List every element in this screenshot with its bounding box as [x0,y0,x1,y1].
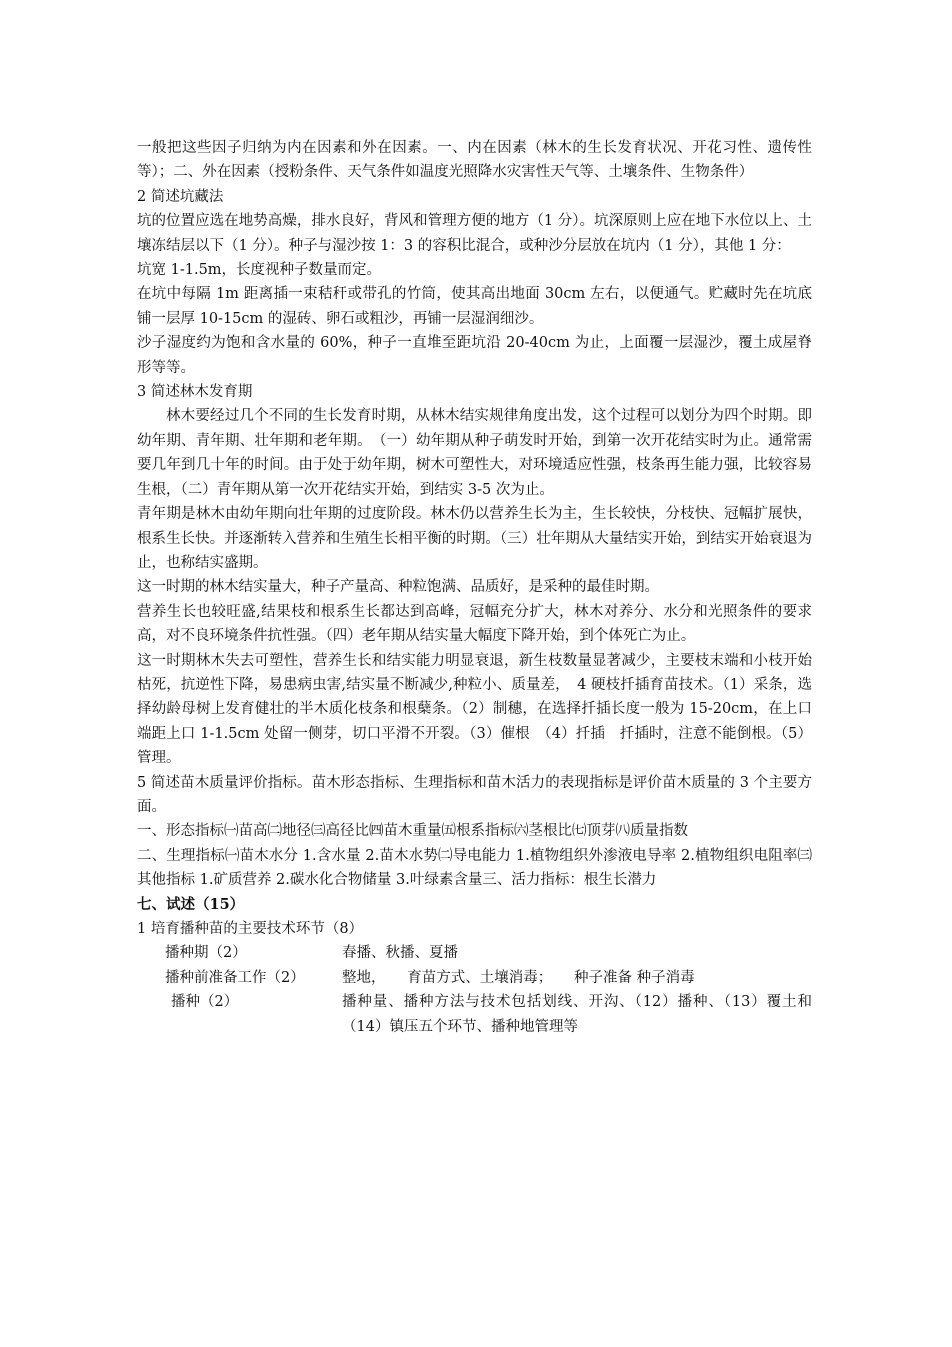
row-label: 播种（2） [171,994,239,1011]
text-paragraph: 二、生理指标㈠苗木水分 1.含水量 2.苗木水势㈡导电能力 1.植物组织外渗液电导率 2.植物组织电阻率㈢其他指标 1.矿质营养 2.碳水化合物储量 3.叶绿素含量三、活力指标：根生长潜力 [137,847,812,889]
text-paragraph: 林木要经过几个不同的生长发育时期，从林木结实规律角度出发，这个过程可以划分为四个时期。即幼年期、青年期、壮年期和老年期。 （一）幼年期从种子萌发时开始，到第一次开花结实时为止。通常需要几年到几十年的时间。由于处于幼年期，树木可塑性大，对环境适应性强，枝条再生能力强，比较容易生根，（二）青年期从第一次开花结实开始，到结实 3-5 次为止。 [137,408,812,498]
row-content: 整地， 育苗方式、土壤消毒； 种子准备 种子消毒 [342,969,695,986]
row-content: 播种量、播种方法与技术包括划线、开沟、（12）播种、（13）覆土和（14）镇压五个环节、播种地管理等 [342,994,812,1035]
text-paragraph: 一般把这些因子归纳为内在因素和外在因素。一、内在因素（林木的生长发育状况、开花习性、遗传性等）；二、外在因素（授粉条件、天气条件如温度光照降水灾害性天气等、土壤条件、生物条件） [137,140,812,181]
section-title: 七、试述（15） [137,895,245,913]
text-paragraph: 坑的位置应选在地势高燥，排水良好，背风和管理方便的地方（1 分）。坑深原则上应在地下水位以上、土壤冻结层以下（1 分）。种子与湿沙按 1：3 的容积比混合，或种沙分层放在坑内（1 分），其他 1 分： [137,213,812,254]
text-paragraph: 在坑中每隔 1m 距离插一束秸秆或带孔的竹筒，使其高出地面 30cm 左右，以便通气。贮藏时先在坑底铺一层厚 10-15cm 的湿砖、卵石或粗沙，再铺一层湿润细沙。 [137,286,812,327]
question-heading: 2 简述坑藏法 [137,188,224,205]
row-label: 播种期（2） [165,945,247,962]
table-row [137,966,812,990]
text-paragraph: 青年期是林木由幼年期向壮年期的过度阶段。林木仍以营养生长为主，生长较快，分枝快、冠幅扩展快，根系生长快。并逐渐转入营养和生殖生长相平衡的时期。（三）壮年期从大量结实开始，到结实开始衰退为止，也称结实盛期。 [137,506,812,571]
text-paragraph: 一、形态指标㈠苗高㈡地径㈢高径比㈣苗木重量㈤根系指标㈥茎根比㈦顶芽㈧质量指数 [137,823,688,840]
document-page [137,136,812,1039]
table-row [137,990,812,1039]
row-label: 播种前准备工作（2） [165,969,305,986]
text-paragraph: 5 简述苗木质量评价指标。苗木形态指标、生理指标和苗木活力的表现指标是评价苗木质量的 3 个主要方面。 [137,774,812,815]
table-row [137,941,812,965]
text-paragraph: 沙子湿度约为饱和含水量的 60%，种子一直堆至距坑沿 20-40cm 为止，上面覆一层湿沙，覆土成屋脊形等等。 [137,335,812,376]
text-paragraph: 这一时期林木失去可塑性，营养生长和结实能力明显衰退，新生枝数量显著减少，主要枝末端和小枝开始枯死，抗逆性下降，易患病虫害,结实量不断减少,种粒小、质量差， 4 硬枝扦插育苗技术。（1）采条，选择幼龄母树上发育健壮的半木质化枝条和根蘖条。（2）制穗，在选择扦插长度一般为 15-20cm，在上口端距上口 1-1.5cm 处留一侧芽，切口平滑不开裂。（3）催根 （4）扦插 扦插时，注意不能倒根。（5）管理。 [137,652,812,767]
text-paragraph: 坑宽 1-1.5m，长度视种子数量而定。 [137,262,382,279]
question-heading: 1 培育播种苗的主要技术环节（8） [137,921,364,937]
text-paragraph: 这一时期的林木结实量大，种子产量高、种粒饱满、品质好，是采种的最佳时期。 [137,579,659,596]
row-content: 春播、秋播、夏播 [342,945,458,962]
question-heading: 3 简述林木发育期 [137,384,253,401]
text-paragraph: 营养生长也较旺盛,结果枝和根系生长都达到高峰，冠幅充分扩大，林木对养分、水分和光照条件的要求高，对不良环境条件抗性强。（四）老年期从结实量大幅度下降开始，到个体死亡为止。 [137,603,812,645]
